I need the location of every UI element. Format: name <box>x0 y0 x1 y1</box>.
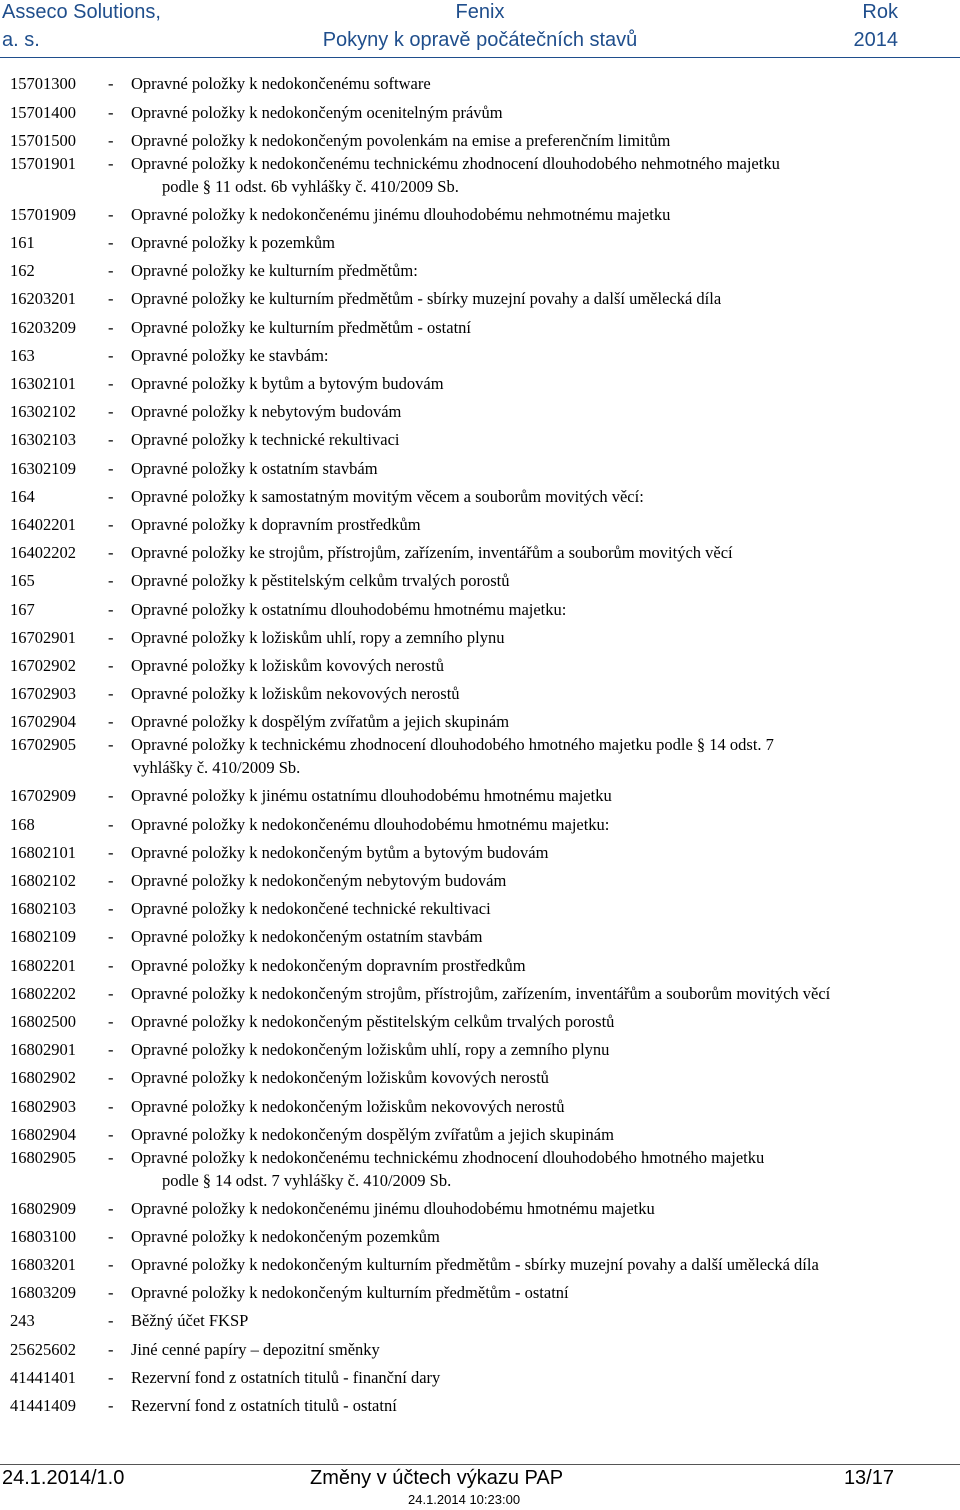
account-description-continued: podle § 11 odst. 6b vyhlášky č. 410/2009 Sb. <box>162 177 459 196</box>
separator-dash: - <box>108 735 114 754</box>
account-code: 15701400 <box>10 103 76 122</box>
account-description: Opravné položky k ložiskům uhlí, ropy a zemního plynu <box>131 628 505 647</box>
separator-dash: - <box>108 459 114 478</box>
separator-dash: - <box>108 346 114 365</box>
account-code: 16802500 <box>10 1012 76 1031</box>
separator-dash: - <box>108 927 114 946</box>
account-description: Opravné položky k nedokončeným ocenitelným právům <box>131 103 503 122</box>
separator-dash: - <box>108 628 114 647</box>
account-description: Opravné položky ke strojům, přístrojům, zařízením, inventářům a souborům movitých věcí <box>131 543 733 562</box>
separator-dash: - <box>108 871 114 890</box>
account-code: 16802903 <box>10 1097 76 1116</box>
account-code: 16802909 <box>10 1199 76 1218</box>
separator-dash: - <box>108 543 114 562</box>
company-suffix: a. s. <box>2 29 40 51</box>
account-code: 16302101 <box>10 374 76 393</box>
separator-dash: - <box>108 402 114 421</box>
account-description: Opravné položky k nedokončeným pozemkům <box>131 1227 440 1246</box>
separator-dash: - <box>108 1040 114 1059</box>
separator-dash: - <box>108 515 114 534</box>
account-code: 16803209 <box>10 1283 76 1302</box>
account-code: 16702909 <box>10 786 76 805</box>
separator-dash: - <box>108 1368 114 1387</box>
account-code: 243 <box>10 1311 35 1330</box>
page-header <box>0 0 960 58</box>
account-description: Opravné položky k nedokončeným pěstitelským celkům trvalých porostů <box>131 1012 615 1031</box>
account-description: Opravné položky k samostatným movitým věcem a souborům movitých věcí: <box>131 487 644 506</box>
separator-dash: - <box>108 1283 114 1302</box>
account-description: Opravné položky k technickému zhodnocení dlouhodobého hmotného majetku podle § 14 odst. 7 <box>131 735 774 754</box>
account-code: 15701500 <box>10 131 76 150</box>
separator-dash: - <box>108 600 114 619</box>
footer-timestamp: 24.1.2014 10:23:00 <box>408 1492 521 1507</box>
separator-dash: - <box>108 1199 114 1218</box>
account-description: Opravné položky k nedokončeným bytům a bytovým budovám <box>131 843 549 862</box>
account-description: Opravné položky ke kulturním předmětům - ostatní <box>131 318 472 337</box>
separator-dash: - <box>108 1068 114 1087</box>
account-description: Opravné položky k dopravním prostředkům <box>131 515 421 534</box>
separator-dash: - <box>108 1148 114 1167</box>
separator-dash: - <box>108 430 114 449</box>
account-description: Opravné položky k nedokončenému technickému zhodnocení dlouhodobého hmotného majetku <box>131 1148 765 1167</box>
account-code: 16203209 <box>10 318 76 337</box>
separator-dash: - <box>108 786 114 805</box>
separator-dash: - <box>108 815 114 834</box>
separator-dash: - <box>108 318 114 337</box>
account-code: 16802904 <box>10 1125 76 1144</box>
account-code: 163 <box>10 346 35 365</box>
account-description: Opravné položky k nedokončeným nebytovým budovám <box>131 871 507 890</box>
header-divider <box>0 57 960 58</box>
separator-dash: - <box>108 1311 114 1330</box>
separator-dash: - <box>108 154 114 173</box>
account-description: Opravné položky k nedokončeným kulturním předmětům - ostatní <box>131 1283 569 1302</box>
account-description: Opravné položky k technické rekultivaci <box>131 430 400 449</box>
account-description: Opravné položky k nedokončenému technickému zhodnocení dlouhodobého nehmotného majetku <box>131 154 780 173</box>
account-code: 41441409 <box>10 1396 76 1415</box>
account-code: 165 <box>10 571 35 590</box>
separator-dash: - <box>108 1255 114 1274</box>
document-title: Pokyny k opravě počátečních stavů <box>322 29 638 51</box>
account-code: 15701909 <box>10 205 76 224</box>
account-code: 16802905 <box>10 1148 76 1167</box>
separator-dash: - <box>108 1396 114 1415</box>
account-description-continued: vyhlášky č. 410/2009 Sb. <box>133 758 301 777</box>
account-description: Opravné položky k nedokončeným dospělým zvířatům a jejich skupinám <box>131 1125 614 1144</box>
account-code: 16402202 <box>10 543 76 562</box>
account-description: Opravné položky k nedokončenému dlouhodobému hmotnému majetku: <box>131 815 610 834</box>
account-code: 16802902 <box>10 1068 76 1087</box>
account-description: Opravné položky k dospělým zvířatům a jejich skupinám <box>131 712 510 731</box>
account-description: Rezervní fond z ostatních titulů - finanční dary <box>131 1368 441 1387</box>
account-description: Opravné položky k bytům a bytovým budovám <box>131 374 444 393</box>
account-description: Opravné položky k nedokončeným povolenkám na emise a preferenčním limitům <box>131 131 671 150</box>
separator-dash: - <box>108 1227 114 1246</box>
account-code: 16702903 <box>10 684 76 703</box>
account-code: 16802201 <box>10 956 76 975</box>
account-code: 162 <box>10 261 35 280</box>
separator-dash: - <box>108 571 114 590</box>
account-code: 16702901 <box>10 628 76 647</box>
account-code: 15701300 <box>10 74 76 93</box>
account-code: 16302103 <box>10 430 76 449</box>
separator-dash: - <box>108 1125 114 1144</box>
account-code: 168 <box>10 815 35 834</box>
separator-dash: - <box>108 289 114 308</box>
account-code: 16802102 <box>10 871 76 890</box>
separator-dash: - <box>108 261 114 280</box>
account-description: Opravné položky k pozemkům <box>131 233 335 252</box>
separator-dash: - <box>108 684 114 703</box>
account-description: Opravné položky k nedokončeným ložiskům nekovových nerostů <box>131 1097 565 1116</box>
account-code: 16802901 <box>10 1040 76 1059</box>
account-description: Opravné položky k ostatnímu dlouhodobému hmotnému majetku: <box>131 600 567 619</box>
year-label: Rok <box>862 1 898 23</box>
separator-dash: - <box>108 899 114 918</box>
separator-dash: - <box>108 131 114 150</box>
account-description: Opravné položky k nedokončeným strojům, přístrojům, zařízením, inventářům a souborům movitých věcí <box>131 984 831 1003</box>
separator-dash: - <box>108 205 114 224</box>
account-description: Opravné položky k nedokončeným ostatním stavbám <box>131 927 483 946</box>
footer-version: 24.1.2014/1.0 <box>2 1467 125 1489</box>
footer-title: Změny v účtech výkazu PAP <box>310 1467 564 1489</box>
company-name: Asseco Solutions, <box>2 1 161 23</box>
separator-dash: - <box>108 984 114 1003</box>
separator-dash: - <box>108 1340 114 1359</box>
page-footer <box>0 1458 960 1510</box>
account-code: 161 <box>10 233 35 252</box>
year-value: 2014 <box>853 29 898 51</box>
account-code: 41441401 <box>10 1368 76 1387</box>
account-description: Opravné položky k ostatním stavbám <box>131 459 378 478</box>
account-description: Opravné položky k pěstitelským celkům trvalých porostů <box>131 571 510 590</box>
separator-dash: - <box>108 656 114 675</box>
account-code: 25625602 <box>10 1340 76 1359</box>
account-description: Opravné položky k nedokončeným ložiskům uhlí, ropy a zemního plynu <box>131 1040 610 1059</box>
account-description: Opravné položky k nedokončené technické rekultivaci <box>131 899 491 918</box>
separator-dash: - <box>108 233 114 252</box>
separator-dash: - <box>108 1012 114 1031</box>
separator-dash: - <box>108 103 114 122</box>
separator-dash: - <box>108 843 114 862</box>
separator-dash: - <box>108 374 114 393</box>
account-code: 16803201 <box>10 1255 76 1274</box>
account-code: 16203201 <box>10 289 76 308</box>
account-code: 16702904 <box>10 712 76 731</box>
account-code: 15701901 <box>10 154 76 173</box>
account-code: 16702905 <box>10 735 76 754</box>
account-description: Rezervní fond z ostatních titulů - ostatní <box>131 1396 397 1415</box>
separator-dash: - <box>108 1097 114 1116</box>
account-code: 16802202 <box>10 984 76 1003</box>
account-description: Opravné položky k nedokončenému jinému dlouhodobému hmotnému majetku <box>131 1199 655 1218</box>
account-code: 16702902 <box>10 656 76 675</box>
account-description: Běžný účet FKSP <box>131 1311 249 1330</box>
account-description: Opravné položky ke kulturním předmětům: <box>131 261 418 280</box>
separator-dash: - <box>108 956 114 975</box>
account-description: Opravné položky k nedokončenému jinému dlouhodobému nehmotnému majetku <box>131 205 671 224</box>
account-code: 164 <box>10 487 35 506</box>
separator-dash: - <box>108 487 114 506</box>
account-description: Opravné položky k jinému ostatnímu dlouhodobému hmotnému majetku <box>131 786 612 805</box>
separator-dash: - <box>108 74 114 93</box>
account-description: Opravné položky ke kulturním předmětům - sbírky muzejní povahy a další umělecká díla <box>131 289 722 308</box>
account-code: 16802101 <box>10 843 76 862</box>
footer-divider <box>0 1464 960 1465</box>
account-description: Opravné položky k nebytovým budovám <box>131 402 402 421</box>
product-name: Fenix <box>455 1 505 23</box>
account-code: 16302109 <box>10 459 76 478</box>
account-code: 167 <box>10 600 35 619</box>
account-code: 16803100 <box>10 1227 76 1246</box>
account-code: 16402201 <box>10 515 76 534</box>
account-code: 16302102 <box>10 402 76 421</box>
account-description: Opravné položky k nedokončeným ložiskům kovových nerostů <box>131 1068 549 1087</box>
account-description: Jiné cenné papíry – depozitní směnky <box>131 1340 380 1359</box>
account-description-continued: podle § 14 odst. 7 vyhlášky č. 410/2009 Sb. <box>162 1171 452 1190</box>
account-description: Opravné položky k nedokončeným dopravním prostředkům <box>131 956 526 975</box>
account-code: 16802109 <box>10 927 76 946</box>
account-description: Opravné položky k ložiskům nekovových nerostů <box>131 684 460 703</box>
account-description: Opravné položky k ložiskům kovových nerostů <box>131 656 444 675</box>
separator-dash: - <box>108 712 114 731</box>
account-description: Opravné položky k nedokončeným kulturním předmětům - sbírky muzejní povahy a další umělecká díla <box>131 1255 819 1274</box>
account-description: Opravné položky ke stavbám: <box>131 346 329 365</box>
account-description: Opravné položky k nedokončenému software <box>131 74 431 93</box>
page-number: 13/17 <box>843 1467 894 1489</box>
account-code: 16802103 <box>10 899 76 918</box>
